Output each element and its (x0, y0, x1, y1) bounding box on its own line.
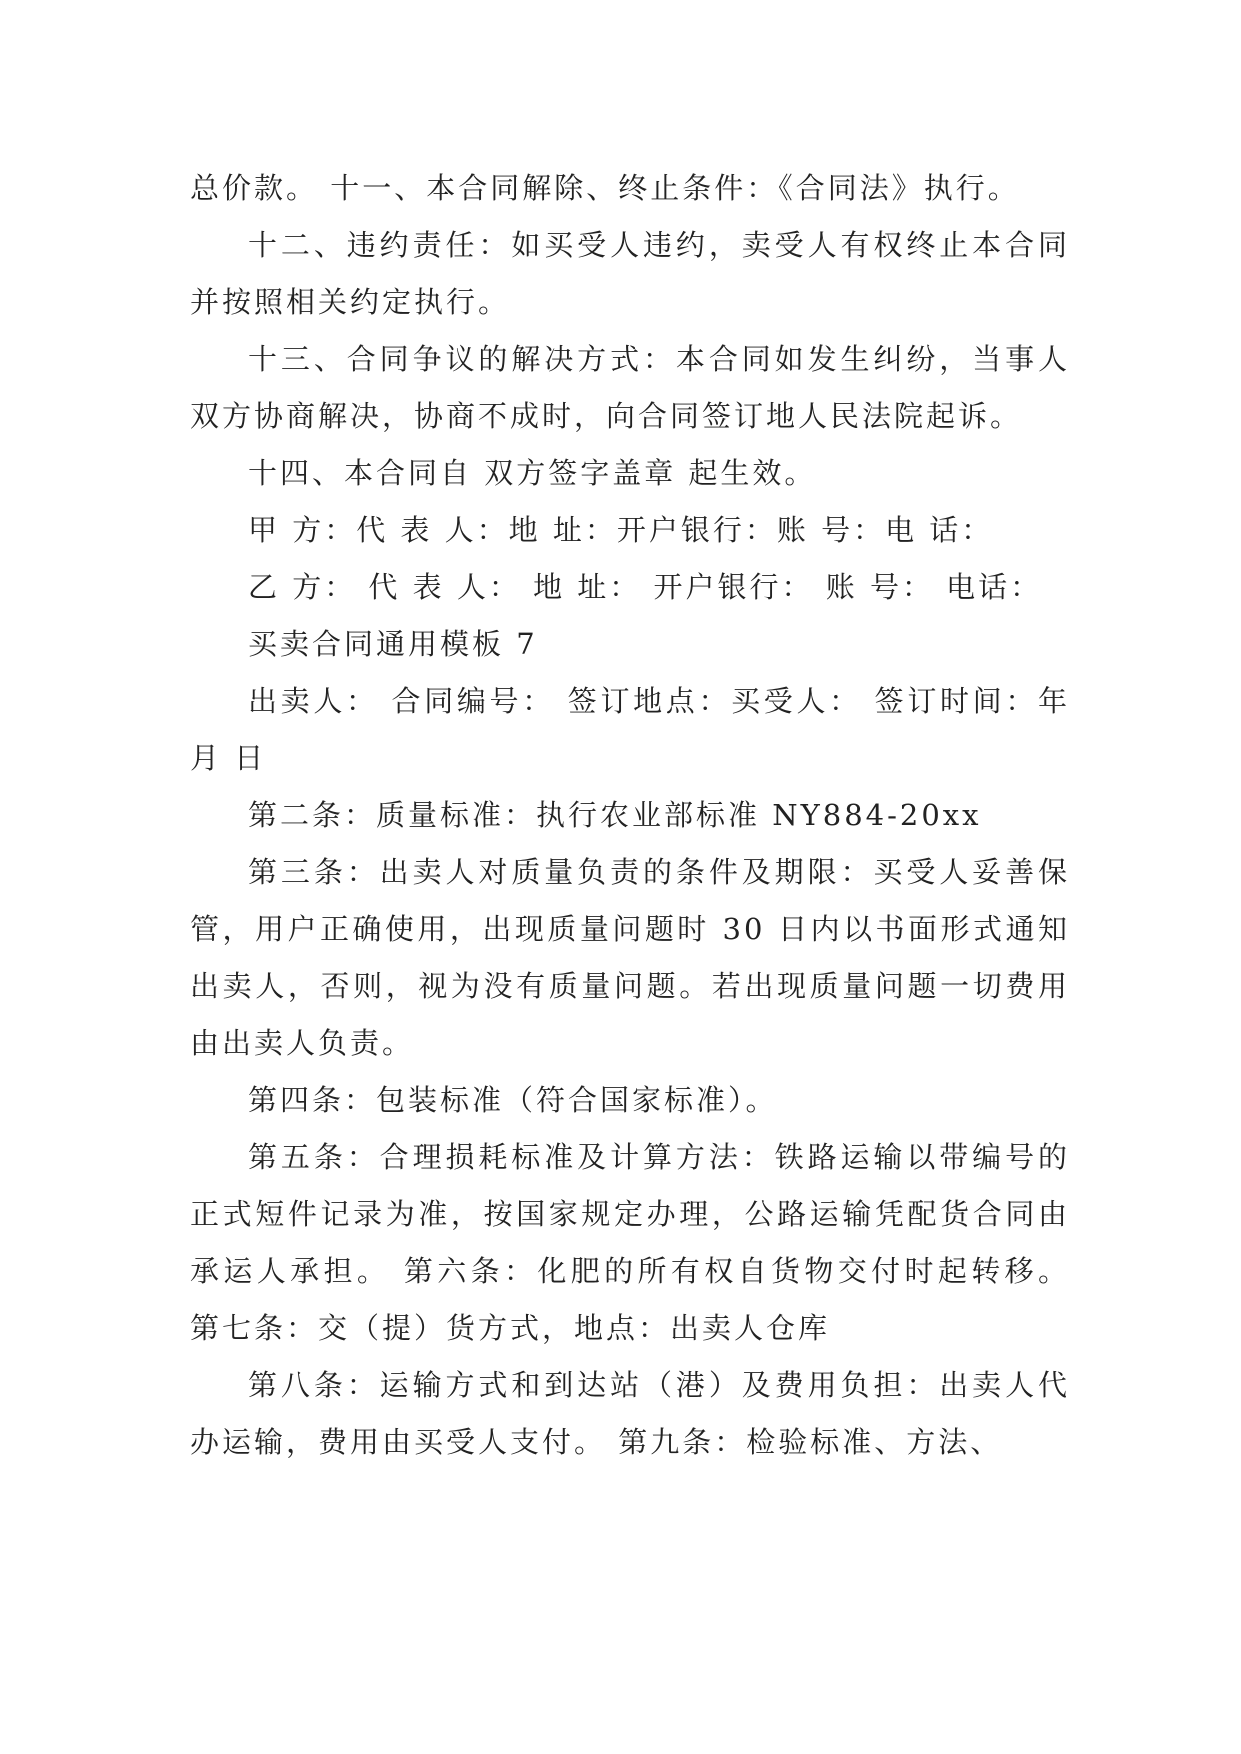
paragraph-article-3: 第三条：出卖人对质量负责的条件及期限：买受人妥善保管，用户正确使用，出现质量问题时 30 日内以书面形式通知出卖人，否则，视为没有质量问题。若出现质量问题一切费用由出卖人负责。 (190, 855, 1070, 1060)
paragraph-party-b: 乙 方： 代 表 人： 地 址： 开户银行： 账 号： 电话： (248, 570, 1043, 604)
paragraph-clause-13-dispute: 十三、合同争议的解决方式：本合同如发生纠纷，当事人双方协商解决，协商不成时，向合同签订地人民法院起诉。 (190, 342, 1070, 433)
paragraph-article-8-9: 第八条：运输方式和到达站（港）及费用负担：出卖人代办运输，费用由买受人支付。 第九条：检验标准、方法、 (190, 1368, 1070, 1459)
paragraph-article-4: 第四条：包装标准（符合国家标准）。 (248, 1083, 778, 1117)
paragraph-article-5-6-7: 第五条：合理损耗标准及计算方法：铁路运输以带编号的正式短件记录为准，按国家规定办理，公路运输凭配货合同由承运人承担。 第六条：化肥的所有权自货物交付时起转移。 第七条：交（提）货方式，地点：出卖人仓库 (190, 1140, 1070, 1345)
paragraph-clause-12-breach: 十二、违约责任：如买受人违约，卖受人有权终止本合同并按照相关约定执行。 (190, 228, 1070, 319)
paragraph-clause-14-effective: 十四、本合同自 双方签字盖章 起生效。 (248, 456, 817, 490)
paragraph-total-price-clause-11: 总价款。 十一、本合同解除、终止条件：《合同法》执行。 (190, 171, 1020, 205)
paragraph-contract-header: 出卖人： 合同编号： 签订地点：买受人： 签订时间：年月 日 (190, 684, 1070, 775)
paragraph-party-a: 甲 方：代 表 人：地 址：开户银行：账 号：电 话： (248, 513, 994, 547)
paragraph-template-title: 买卖合同通用模板 7 (248, 627, 538, 661)
paragraph-article-2: 第二条：质量标准：执行农业部标准 NY884-20xx (248, 798, 982, 832)
document-body (190, 160, 1070, 1471)
